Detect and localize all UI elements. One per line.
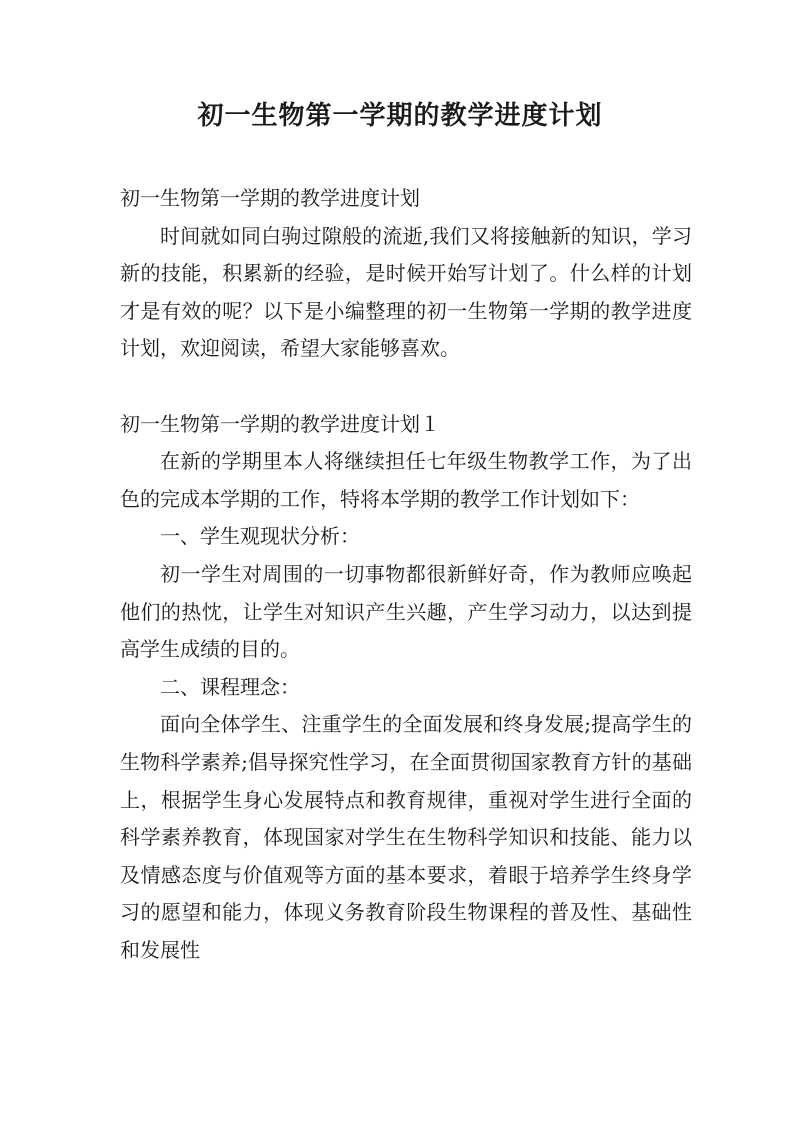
section-intro-paragraph: 在新的学期里本人将继续担任七年级生物教学工作，为了出色的完成本学期的工作，特将本学期的教学工作计划如下：: [120, 449, 692, 511]
intro-paragraph: 时间就如同白驹过隙般的流逝,我们又将接触新的知识，学习新的技能，积累新的经验，是时候开始写计划了。什么样的计划才是有效的呢？以下是小编整理的初一生物第一学期的教学进度计划，欢迎阅读，希望大家能够喜欢。: [120, 223, 692, 361]
document-subtitle: 初一生物第一学期的教学进度计划: [120, 186, 420, 210]
student-analysis-paragraph: 初一学生对周围的一切事物都很新鲜好奇，作为教师应唤起他们的热忱，让学生对知识产生兴趣，产生学习动力，以达到提高学生成绩的目的。: [120, 561, 692, 662]
part-heading-curriculum-concept: 二、课程理念：: [160, 674, 300, 699]
document-body: [120, 180, 692, 969]
section-heading: 初一生物第一学期的教学进度计划１: [120, 411, 440, 436]
curriculum-concept-paragraph: 面向全体学生、注重学生的全面发展和终身发展;提高学生的生物科学素养;倡导探究性学习，在全面贯彻国家教育方针的基础上，根据学生身心发展特点和教育规律，重视对学生进行全面的科学素养教育，体现国家对学生在生物科学知识和技能、能力以及情感态度与价值观等方面的基本要求，着眼于培养学生终身学习的愿望和能力，体现义务教育阶段生物课程的普及性、基础性和发展性: [120, 712, 692, 962]
paragraph-spacer: [120, 368, 692, 406]
document-title: 初一生物第一学期的教学进度计划: [197, 101, 603, 131]
part-heading-student-analysis: 一、学生观现状分析：: [160, 524, 360, 549]
